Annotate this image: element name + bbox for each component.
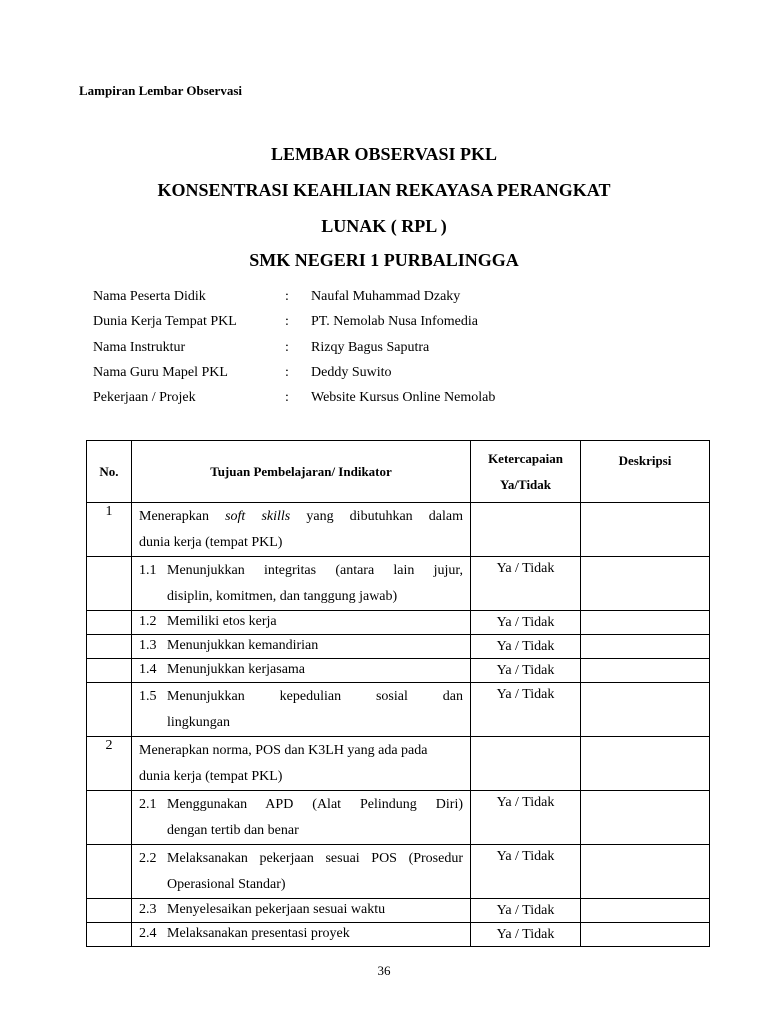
indicator-text: Menerapkan norma, POS dan K3LH yang ada pada bbox=[139, 743, 428, 758]
sub-number: 2.3 bbox=[139, 902, 157, 917]
description-cell[interactable] bbox=[581, 899, 710, 923]
row-number bbox=[87, 923, 132, 947]
info-value: Deddy Suwito bbox=[311, 364, 392, 380]
title-line-3: LUNAK ( RPL ) bbox=[321, 216, 447, 236]
indicator-cell bbox=[132, 635, 471, 659]
indicator-text-line-2: disiplin, komitmen, dan tanggung jawab) bbox=[167, 589, 398, 604]
info-label: Nama Instruktur bbox=[93, 339, 186, 355]
achievement-cell[interactable]: Ya / Tidak bbox=[471, 683, 581, 737]
table-row bbox=[87, 503, 710, 557]
observation-table bbox=[86, 440, 710, 947]
indicator-text-line-2: lingkungan bbox=[167, 715, 230, 730]
info-separator: : bbox=[285, 339, 289, 355]
indicator-text-line-2: dunia kerja (tempat PKL) bbox=[139, 769, 283, 784]
title-line-2: KONSENTRASI KEAHLIAN REKAYASA PERANGKAT bbox=[157, 180, 611, 200]
info-row-workplace bbox=[93, 312, 495, 337]
row-number bbox=[87, 899, 132, 923]
indicator-text: Menggunakan APD (Alat Pelindung Diri) bbox=[167, 797, 463, 812]
info-value: Website Kursus Online Nemolab bbox=[311, 390, 496, 406]
table-row bbox=[87, 791, 710, 845]
description-cell[interactable] bbox=[581, 659, 710, 683]
info-row-instructor bbox=[93, 338, 495, 363]
sub-number: 2.1 bbox=[139, 797, 157, 812]
table-row bbox=[87, 737, 710, 791]
table-row bbox=[87, 659, 710, 683]
description-cell[interactable] bbox=[581, 611, 710, 635]
indicator-cell bbox=[132, 791, 471, 845]
description-cell[interactable] bbox=[581, 635, 710, 659]
table-row bbox=[87, 635, 710, 659]
row-number: 2 bbox=[87, 737, 132, 791]
indicator-text: Memiliki etos kerja bbox=[167, 614, 277, 629]
indicator-text: Menyelesaikan pekerjaan sesuai waktu bbox=[167, 902, 386, 917]
header-indicator: Tujuan Pembelajaran/ Indikator bbox=[132, 441, 471, 503]
table-row bbox=[87, 923, 710, 947]
row-number bbox=[87, 791, 132, 845]
indicator-cell bbox=[132, 611, 471, 635]
achievement-cell[interactable]: Ya / Tidak bbox=[471, 611, 581, 635]
table-row bbox=[87, 845, 710, 899]
row-number bbox=[87, 683, 132, 737]
indicator-cell bbox=[132, 683, 471, 737]
description-cell[interactable] bbox=[581, 737, 710, 791]
indicator-text: yang dibutuhkan dalam bbox=[290, 509, 464, 524]
indicator-text-line-2: dengan tertib dan benar bbox=[167, 823, 299, 838]
attachment-label: Lampiran Lembar Observasi bbox=[79, 83, 242, 98]
description-cell[interactable] bbox=[581, 683, 710, 737]
info-row-project bbox=[93, 388, 495, 413]
sub-number: 2.2 bbox=[139, 851, 157, 866]
indicator-cell bbox=[132, 503, 471, 557]
achievement-cell[interactable]: Ya / Tidak bbox=[471, 557, 581, 611]
table-row bbox=[87, 611, 710, 635]
achievement-cell[interactable]: Ya / Tidak bbox=[471, 845, 581, 899]
indicator-cell bbox=[132, 737, 471, 791]
header-achievement-line-1: Ketercapaian bbox=[488, 450, 563, 466]
sub-number: 1.3 bbox=[139, 638, 157, 653]
achievement-cell[interactable]: Ya / Tidak bbox=[471, 791, 581, 845]
indicator-text: Menunjukkan kerjasama bbox=[167, 662, 306, 677]
row-number bbox=[87, 659, 132, 683]
description-cell[interactable] bbox=[581, 791, 710, 845]
row-number: 1 bbox=[87, 503, 132, 557]
document-title-block bbox=[0, 141, 768, 283]
indicator-text: Melaksanakan presentasi proyek bbox=[167, 926, 350, 941]
header-no: No. bbox=[87, 441, 132, 503]
description-cell[interactable] bbox=[581, 557, 710, 611]
sub-number: 2.4 bbox=[139, 926, 157, 941]
student-info-block bbox=[93, 287, 495, 413]
info-value: Rizqy Bagus Saputra bbox=[311, 339, 430, 355]
info-separator: : bbox=[285, 364, 289, 380]
row-number bbox=[87, 635, 132, 659]
indicator-text: Menerapkan bbox=[139, 509, 226, 524]
indicator-cell bbox=[132, 845, 471, 899]
header-description: Deskripsi bbox=[581, 441, 710, 503]
indicator-text: Menunjukkan integritas (antara lain jujur, bbox=[167, 563, 463, 578]
indicator-text-line-2: Operasional Standar) bbox=[167, 877, 286, 892]
achievement-cell[interactable]: Ya / Tidak bbox=[471, 923, 581, 947]
sub-number: 1.1 bbox=[139, 563, 157, 578]
description-cell[interactable] bbox=[581, 503, 710, 557]
info-value: Naufal Muhammad Dzaky bbox=[311, 289, 461, 304]
description-cell[interactable] bbox=[581, 845, 710, 899]
info-separator: : bbox=[285, 289, 289, 304]
row-number bbox=[87, 611, 132, 635]
achievement-cell[interactable] bbox=[471, 737, 581, 791]
indicator-text: Menunjukkan kemandirian bbox=[167, 638, 319, 653]
indicator-cell bbox=[132, 899, 471, 923]
info-row-teacher bbox=[93, 363, 495, 388]
description-cell[interactable] bbox=[581, 923, 710, 947]
table-row bbox=[87, 557, 710, 611]
info-label: Nama Peserta Didik bbox=[93, 289, 206, 304]
indicator-text: Menunjukkan kepedulian sosial dan bbox=[167, 689, 463, 704]
header-achievement-line-2: Ya/Tidak bbox=[499, 476, 552, 492]
indicator-cell bbox=[132, 557, 471, 611]
achievement-cell[interactable] bbox=[471, 503, 581, 557]
page-number: 36 bbox=[377, 963, 391, 978]
info-separator: : bbox=[285, 390, 289, 406]
sub-number: 1.2 bbox=[139, 614, 157, 629]
indicator-text-line-2: dunia kerja (tempat PKL) bbox=[139, 535, 283, 550]
info-value: PT. Nemolab Nusa Infomedia bbox=[311, 314, 478, 330]
title-line-1: LEMBAR OBSERVASI PKL bbox=[270, 144, 498, 164]
achievement-cell[interactable]: Ya / Tidak bbox=[471, 899, 581, 923]
header-achievement bbox=[471, 441, 581, 503]
sub-number: 1.4 bbox=[139, 662, 157, 677]
table-header-row bbox=[87, 441, 710, 503]
sub-number: 1.5 bbox=[139, 689, 157, 704]
table-row bbox=[87, 899, 710, 923]
indicator-text: Melaksanakan pekerjaan sesuai POS (Prosedur bbox=[167, 851, 463, 866]
title-line-4: SMK NEGERI 1 PURBALINGGA bbox=[249, 250, 519, 270]
row-number bbox=[87, 845, 132, 899]
indicator-cell bbox=[132, 659, 471, 683]
info-label: Pekerjaan / Projek bbox=[93, 390, 196, 406]
info-label: Dunia Kerja Tempat PKL bbox=[93, 314, 237, 330]
indicator-cell bbox=[132, 923, 471, 947]
achievement-cell[interactable]: Ya / Tidak bbox=[471, 659, 581, 683]
indicator-emphasis: soft skills bbox=[225, 509, 291, 524]
table-row bbox=[87, 683, 710, 737]
info-row-student-name bbox=[93, 287, 495, 312]
row-number bbox=[87, 557, 132, 611]
achievement-cell[interactable]: Ya / Tidak bbox=[471, 635, 581, 659]
info-separator: : bbox=[285, 314, 289, 330]
info-label: Nama Guru Mapel PKL bbox=[93, 364, 228, 380]
